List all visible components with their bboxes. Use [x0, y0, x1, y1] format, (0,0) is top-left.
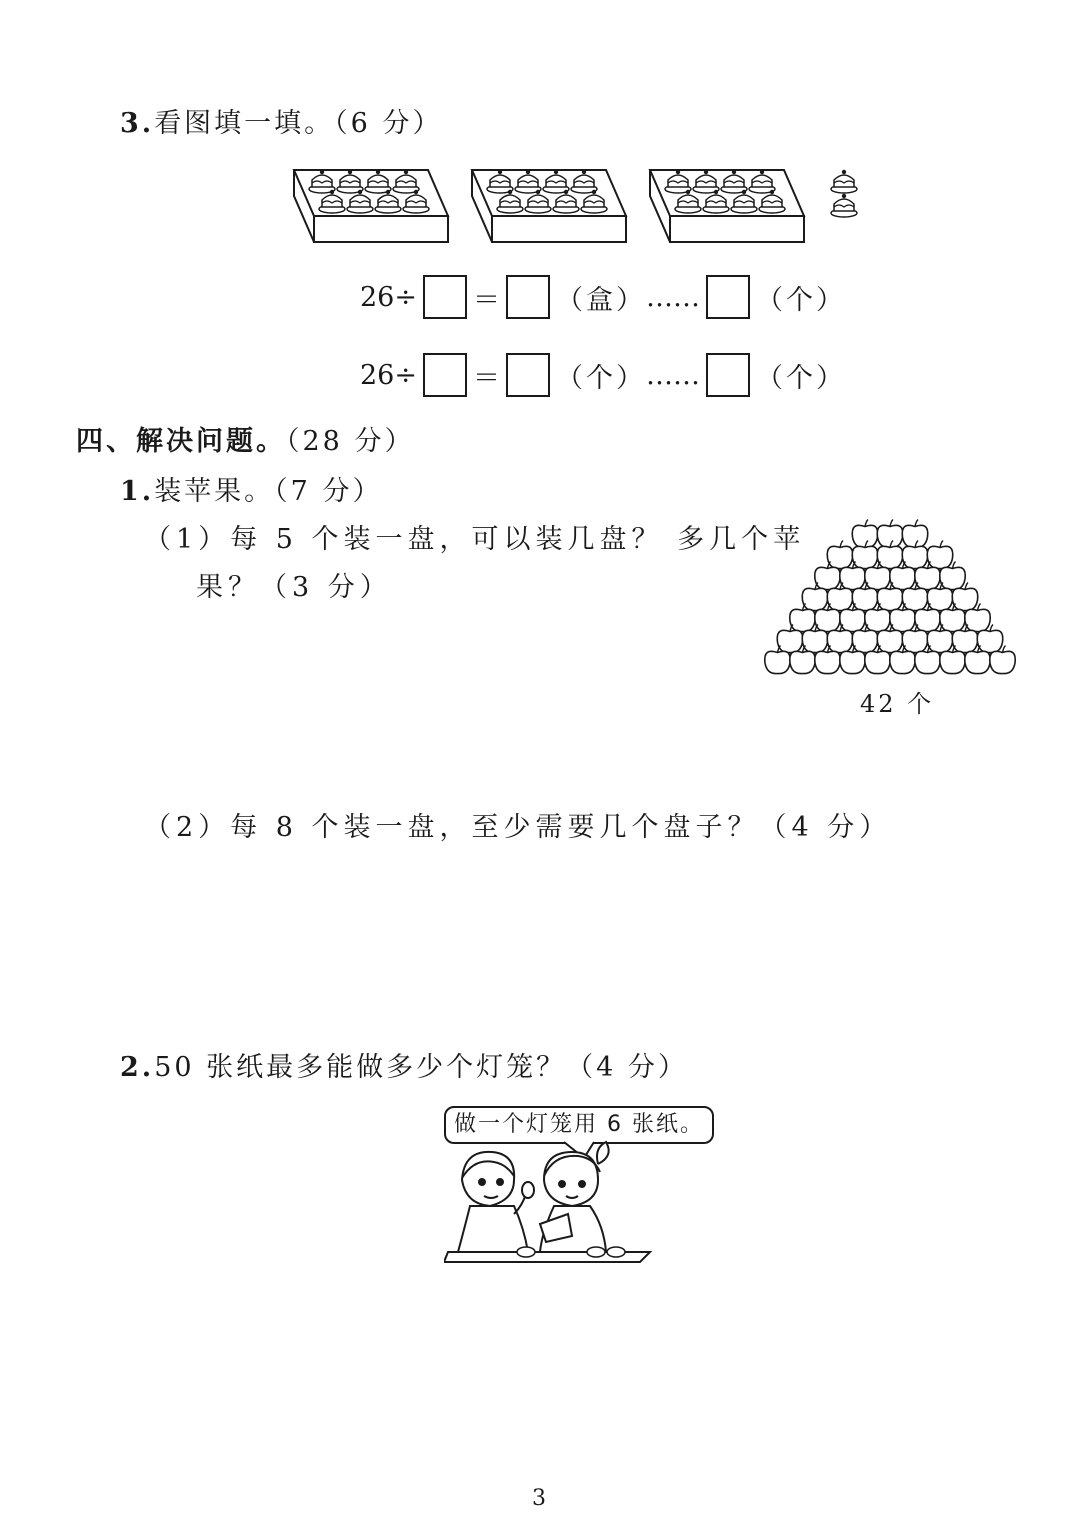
- eq2-equals-sign: ＝: [472, 362, 500, 394]
- equation-row-2: [360, 350, 846, 400]
- cake-boxes-figure: [290, 160, 880, 250]
- problem2-heading: [120, 1050, 688, 1086]
- children-making-lanterns-illustration: [444, 1140, 654, 1265]
- apple-icon: [927, 541, 952, 569]
- eq1-quotient-box[interactable]: [506, 275, 550, 319]
- problem2-number: 2.: [120, 1052, 155, 1083]
- boy-figure: [458, 1152, 534, 1252]
- eq1-dividend: 26: [360, 281, 395, 313]
- cake-box: [650, 170, 804, 242]
- section4-heading: [76, 424, 414, 460]
- apple-icon: [852, 520, 877, 548]
- section4-score: （28 分）: [286, 426, 415, 457]
- speech-bubble: 做一个灯笼用 6 张纸。: [444, 1106, 714, 1144]
- problem1-sub2: （2）每 8 个装一盘，至少需要几个盘子？（4 分）: [144, 812, 892, 843]
- apple-icon: [827, 541, 852, 569]
- q3-heading: [120, 106, 442, 142]
- q3-title: 看图填一填。（6 分）: [154, 108, 443, 139]
- problem1-heading: [120, 474, 382, 510]
- apple-icon: [902, 520, 927, 548]
- problem1-sub1-line1: （1）每 5 个装一盘，可以装几盘？ 多几个苹: [144, 524, 806, 555]
- apple-icon: [877, 520, 902, 548]
- eq2-remainder-box[interactable]: [706, 353, 750, 397]
- eq2-divide-sign: ÷: [394, 359, 417, 391]
- eq2-dividend: 26: [360, 359, 395, 391]
- problem1-title: 装苹果。（7 分）: [154, 476, 383, 507]
- eq1-quotient-unit: （盒）: [555, 284, 646, 316]
- problem2-title: 50 张纸最多能做多少个灯笼？（4 分）: [154, 1052, 688, 1083]
- eq2-quotient-box[interactable]: [506, 353, 550, 397]
- cake-box: [472, 170, 626, 242]
- apple-count-label: 42 个: [860, 690, 935, 718]
- cake-icon: [831, 194, 857, 217]
- cake-box: [294, 170, 448, 242]
- extra-cakes: [831, 170, 857, 217]
- equation-row-1: [360, 272, 846, 322]
- eq2-divisor-box[interactable]: [423, 353, 467, 397]
- problem1-number: 1.: [120, 476, 155, 507]
- q3-number: 3.: [120, 108, 155, 139]
- eq1-divisor-box[interactable]: [423, 275, 467, 319]
- eq1-remainder-unit: （个）: [755, 284, 846, 316]
- eq1-remainder-dots: ……: [645, 281, 700, 313]
- eq1-divide-sign: ÷: [394, 281, 417, 313]
- eq2-remainder-dots: ……: [645, 359, 700, 391]
- eq2-quotient-unit: （个）: [555, 362, 646, 394]
- eq1-equals-sign: ＝: [472, 284, 500, 316]
- eq1-remainder-box[interactable]: [706, 275, 750, 319]
- apple-pyramid-figure: [755, 518, 1025, 688]
- problem1-sub1-line2: 果？（3 分）: [196, 572, 392, 603]
- eq2-remainder-unit: （个）: [755, 362, 846, 394]
- girl-figure: [540, 1142, 609, 1252]
- page-number: 3: [532, 1486, 546, 1511]
- cake-icon: [831, 170, 857, 193]
- section4-title: 四、解决问题。: [76, 426, 286, 457]
